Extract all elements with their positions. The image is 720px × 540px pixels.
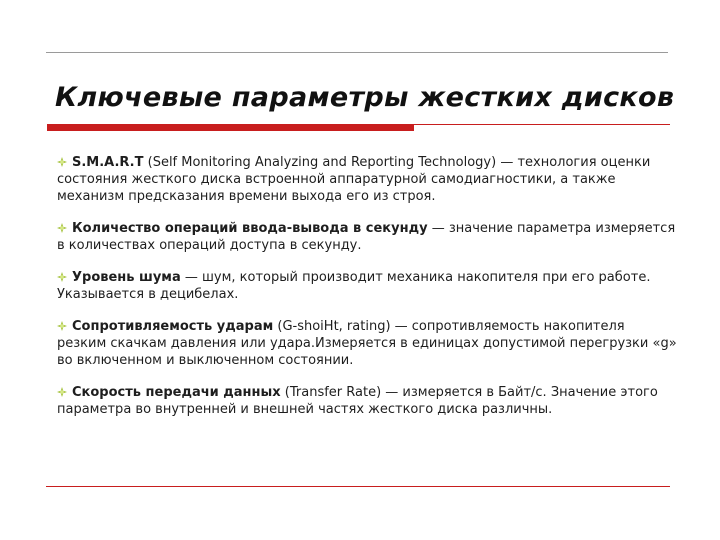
diamond-bullet-icon (57, 157, 67, 167)
list-item (57, 154, 677, 205)
diamond-bullet-icon (57, 321, 67, 331)
item-text: — шум, который производит механика накопителя при его работе. Указывается в децибелах. (57, 270, 651, 302)
item-term: Количество операций ввода-вывода в секунду (72, 221, 428, 236)
item-text: — значение параметра измеряется в количествах операций доступа в секунду. (57, 221, 676, 253)
slide-title: Ключевые параметры жестких дисков (55, 82, 675, 113)
list-item (57, 318, 677, 369)
bottom-divider (46, 486, 670, 487)
item-term: Сопротивляемость ударам (72, 319, 274, 334)
item-term: Скорость передачи данных (72, 385, 281, 400)
item-text: (Self Monitoring Analyzing and Reporting Technology) — технология оценки состояния жесткого диска встроенной аппаратурной самодиагностики, а также механизм предсказания времени выхода его из строя. (57, 155, 651, 204)
diamond-bullet-icon (57, 387, 67, 397)
title-underline (414, 124, 670, 125)
item-text: (G-shoiHt, rating) — сопротивляемость накопителя резким скачкам давления или удара.Измеряется в единицах допустимой перегрузки «g» во включенном и выключенном состоянии. (57, 319, 677, 368)
top-divider (46, 52, 668, 53)
item-term: S.M.A.R.T (72, 155, 144, 170)
diamond-bullet-icon (57, 272, 67, 282)
diamond-bullet-icon (57, 223, 67, 233)
item-term: Уровень шума (72, 270, 181, 285)
title-accent-bar (47, 124, 414, 131)
bullet-list (57, 154, 677, 433)
list-item (57, 384, 677, 418)
list-item (57, 220, 677, 254)
item-text: (Transfer Rate) — измеряется в Байт/с. Значение этого параметра во внутренней и внешней частях жесткого диска различны. (57, 385, 658, 417)
list-item (57, 269, 677, 303)
